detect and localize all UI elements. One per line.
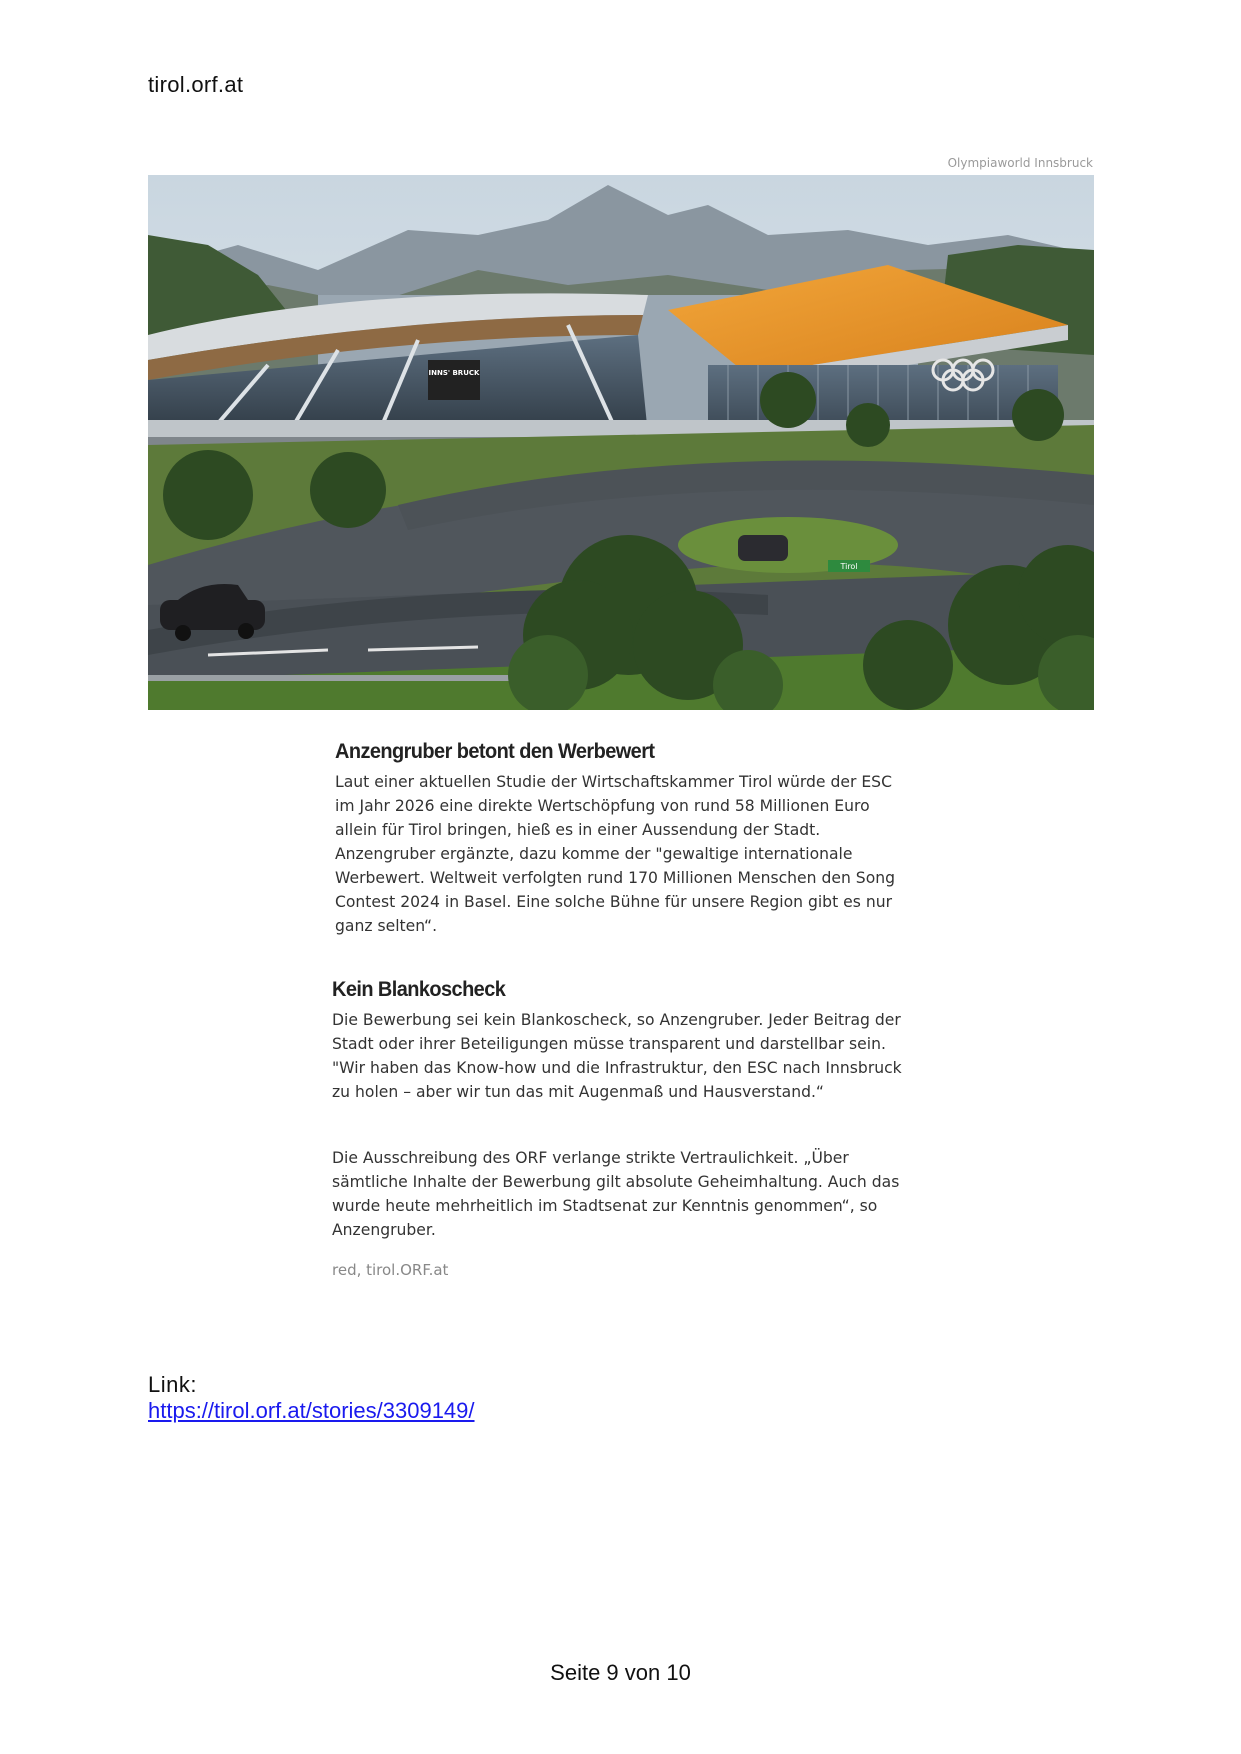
section-heading: Anzengruber betont den Werbewert [335,740,655,763]
section-heading: Kein Blankoscheck [332,978,506,1001]
page-number: Seite 9 von 10 [550,1660,691,1685]
road-sign-text: Tirol [840,562,858,571]
article-section-blankoscheck [332,978,902,1104]
photo-credit: Olympiaworld Innsbruck [947,156,1093,170]
arena-photo [148,175,1094,710]
byline: red, tirol.ORF.at [332,1261,449,1279]
arena-screen-line1: INNS' BRUCK [428,369,480,377]
article-link[interactable]: https://tirol.orf.at/stories/3309149/ [148,1398,475,1423]
article-section-werbewert [335,740,905,938]
section-text: Laut einer aktuellen Studie der Wirtschaftskammer Tirol würde der ESC im Jahr 2026 eine direkte Wertschöpfung von rund 58 Millionen Euro allein für Tirol bringen, hieß es in einer Aussendung der Stadt. Anzengruber ergänzte, dazu komme der "gewaltige internationale Werbewert. Weltweit verfolgten rund 170 Millionen Menschen den Song Contest 2024 in Basel. Eine solche Bühne für unsere Region gibt es nur ganz selten“. [335,773,896,935]
site-name: tirol.orf.at [148,72,244,97]
section-text: Die Bewerbung sei kein Blankoscheck, so Anzengruber. Jeder Beitrag der Stadt oder ihrer Beteiligungen müsse transparent und darstellbar sein. "Wir haben das Know-how und die Infrastruktur, den ESC nach Innsbruck zu holen – aber wir tun das mit Augenmaß und Hausverstand.“ [332,1011,902,1101]
section-text-2: Die Ausschreibung des ORF verlange strikte Vertraulichkeit. „Über sämtliche Inhalte der Bewerbung gilt absolute Geheimhaltung. Auch das wurde heute mehrheitlich im Stadtsenat zur Kenntnis genommen“, so Anzengruber. [332,1149,900,1239]
link-label: Link: [148,1372,197,1397]
